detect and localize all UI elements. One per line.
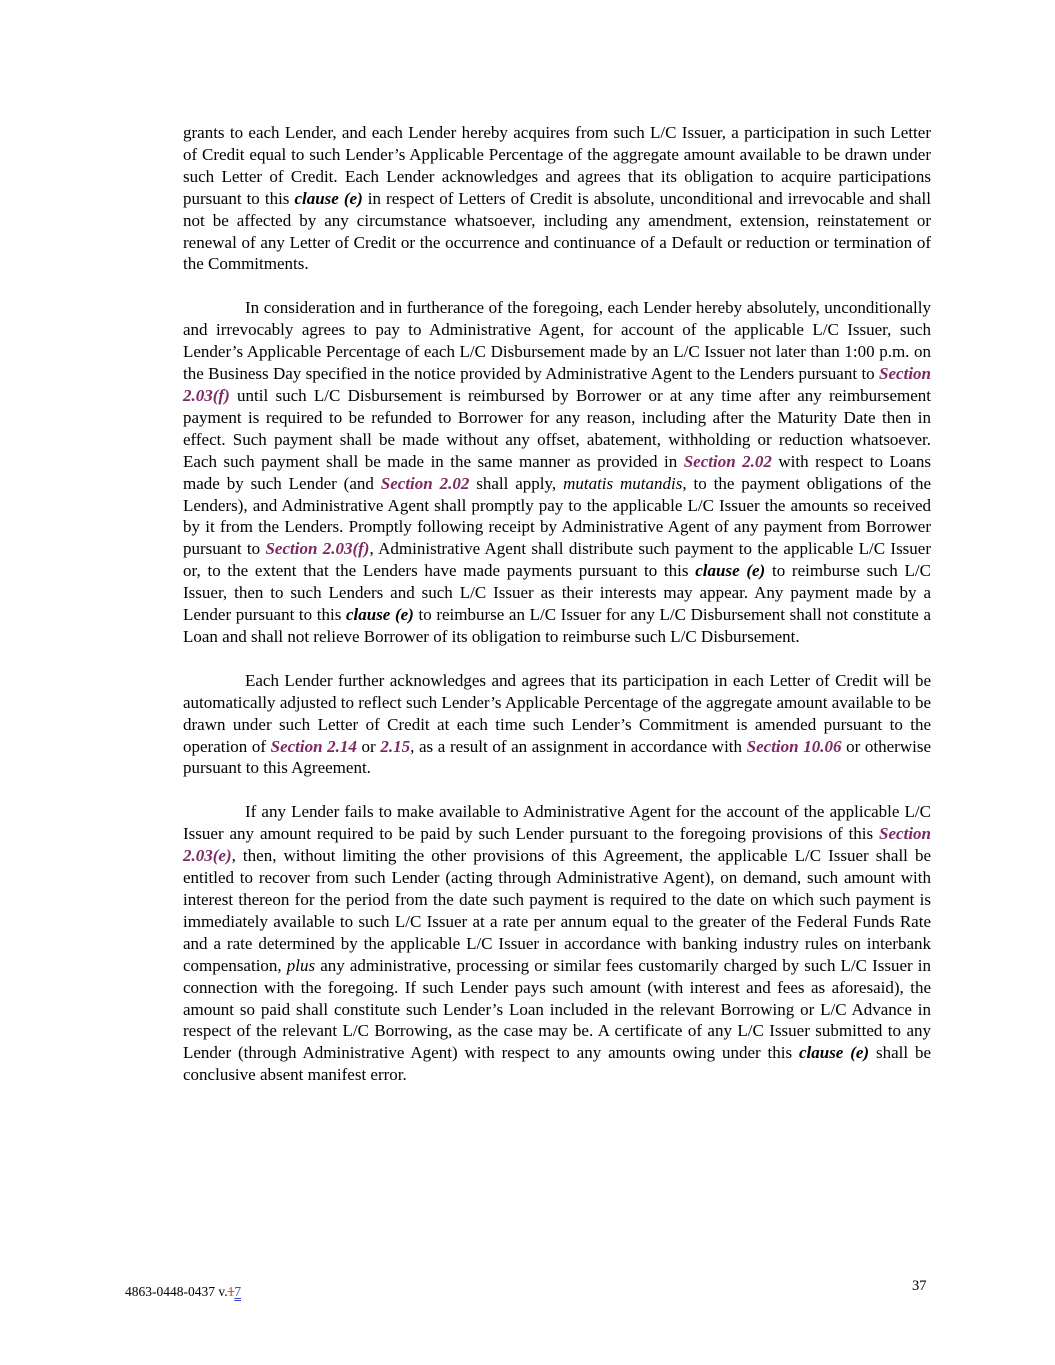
body-text: in respect of Letters of Credit is absolute, unconditional and irrevocable and shall not be affected by any circumstance whatsoever, including any amendment, extension, reinstatement or renewal of any Letter of Credit or the occurrence and continuance of a Default or reduction or termination of the Commitments. — [183, 188, 931, 274]
body-text: , as a result of an assignment in accordance with — [410, 736, 747, 756]
clause-reference: clause (e) — [695, 561, 766, 581]
section-reference: Section 2.03(f) — [265, 539, 370, 559]
section-reference: Section 2.14 — [270, 736, 357, 756]
paragraph-4 — [183, 801, 931, 1086]
body-text: or — [356, 736, 381, 756]
italic-phrase: mutatis mutandis — [563, 473, 683, 493]
clause-reference: clause (e) — [345, 605, 414, 625]
body-text: to reimburse such L/C Issuer, then to such Lenders and such L/C Issuer as their interests may appear. Any payment made by a Lender pursuant to this — [183, 561, 931, 625]
body-text: Each Lender further acknowledges and agrees that its participation in each Letter of Credit will be automatically adjusted to reflect such Lender’s Applicable Percentage of the aggregate amount available to be drawn under such Letter of Credit at each time such Lender’s Commitment is amended pursuant to the operation of — [183, 670, 931, 756]
document-id-footer — [125, 1284, 241, 1300]
section-reference: Section 2.03(e) — [183, 824, 931, 866]
section-reference: Section 2.02 — [683, 451, 772, 471]
body-text: , then, without limiting the other provisions of this Agreement, the applicable L/C Issuer shall be entitled to recover from such Lender (acting through Administrative Agent), on demand, such amount with interest thereon for the period from the date such payment is required to the date on which such payment is immediately available to such L/C Issuer at a rate per annum equal to the greater of the Federal Funds Rate and a rate determined by the applicable L/C Issuer in accordance with banking industry rules on interbank compensation, — [183, 846, 931, 975]
clause-reference: clause (e) — [798, 1043, 870, 1063]
body-text: In consideration and in furtherance of the foregoing, each Lender hereby absolutely, unconditionally and irrevocably agrees to pay to Administrative Agent, for account of the applicable L/C Issuer, such Lender’s Applicable Percentage of each L/C Disbursement made by an L/C Issuer not later than 1:00 p.m. on the Business Day specified in the notice provided by Administrative Agent to the Lenders pursuant to — [183, 298, 931, 384]
section-reference: Section 2.02 — [380, 473, 470, 493]
italic-phrase: plus — [286, 955, 316, 975]
body-text: shall be conclusive absent manifest error. — [183, 1043, 931, 1085]
body-text: , Administrative Agent shall distribute such payment to the applicable L/C Issuer or, to the extent that the Lenders have made payments pursuant to this — [183, 539, 932, 581]
body-text: If any Lender fails to make available to Administrative Agent for the account of the applicable L/C Issuer any amount required to be paid by such Lender pursuant to the foregoing provisions of this — [183, 802, 931, 844]
body-text: to reimburse an L/C Issuer for any L/C Disbursement shall not constitute a Loan and shall not relieve Borrower of its obligation to reimburse such L/C Disbursement. — [183, 605, 931, 646]
section-reference: 2.15 — [380, 736, 411, 756]
document-body — [183, 122, 931, 1108]
section-reference: Section 2.03(f) — [183, 364, 931, 405]
document-id-text: 4863-0448-0437 v. — [125, 1284, 228, 1299]
clause-reference: clause (e) — [294, 188, 363, 208]
body-text: any administrative, processing or similar fees customarily charged by such L/C Issuer in connection with the foregoing. If such Lender pays such amount (with interest and fees as aforesaid), the amount so paid shall constitute such Lender’s Loan included in the relevant Borrowing or L/C Advance in respect of the relevant L/C Borrowing, as the case may be. A certificate of any L/C Issuer submitted to any Lender (through Administrative Agent) with respect to any amounts owing under this — [183, 955, 931, 1063]
paragraph-3 — [183, 670, 931, 780]
page-number: 37 — [912, 1278, 927, 1294]
inserted-version-digit: 7 — [234, 1284, 242, 1299]
body-text: with respect to Loans made by such Lender (and — [183, 451, 931, 493]
body-text: or otherwise pursuant to this Agreement. — [183, 736, 931, 778]
paragraph-2 — [183, 297, 931, 648]
deleted-version-digit: 1 — [227, 1284, 235, 1299]
paragraph-1 — [183, 122, 931, 275]
section-reference: Section 10.06 — [746, 736, 842, 756]
body-text: grants to each Lender, and each Lender hereby acquires from such L/C Issuer, a participation in such Letter of Credit equal to such Lender’s Applicable Percentage of the aggregate amount available to be drawn under such Letter of Credit. Each Lender acknowledges and agrees that its obligation to acquire participations pursuant to this — [183, 123, 931, 208]
body-text: , to the payment obligations of the Lenders), and Administrative Agent shall promptly pay to the applicable L/C Issuer the amounts so received by it from the Lenders. Promptly following receipt by Administrative Agent of any payment from Borrower pursuant to — [183, 473, 931, 559]
body-text: until such L/C Disbursement is reimbursed by Borrower or at any time after any reimbursement payment is required to be refunded to Borrower for any reason, including after the Maturity Date then in effect. Such payment shall be made without any offset, abatement, withholding or reduction whatsoever. Each such payment shall be made in the same manner as provided in — [183, 385, 931, 471]
body-text: shall apply, — [469, 473, 564, 493]
